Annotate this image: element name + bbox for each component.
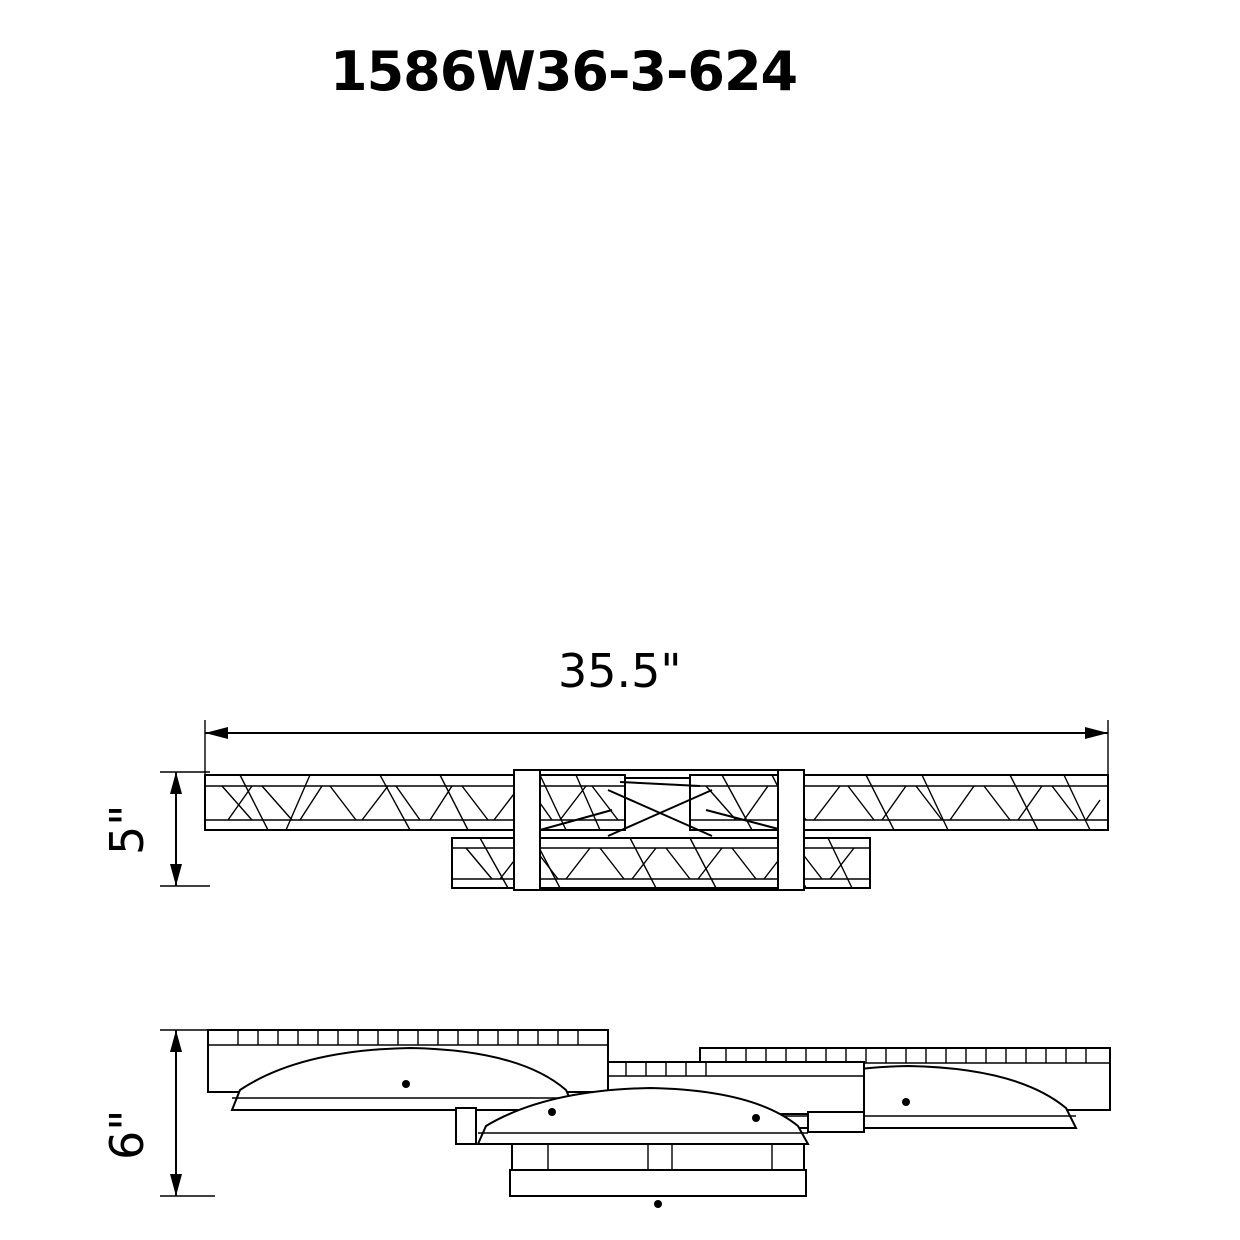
arrow-up-icon — [170, 772, 182, 794]
arrow-left-icon — [205, 727, 228, 739]
side-height-dimension-label: 6" — [100, 1109, 154, 1160]
side-height-dimension-line — [160, 1030, 215, 1196]
front-elevation-view — [205, 770, 1108, 890]
side-elevation-view — [208, 1030, 1110, 1208]
width-dimension-label: 35.5" — [558, 644, 682, 698]
page-title: 1586W36-3-624 — [330, 40, 798, 103]
front-height-dimension-label: 5" — [100, 804, 154, 855]
arrow-up-icon — [170, 1030, 182, 1052]
arrow-down-icon — [170, 1174, 182, 1196]
arrow-right-icon — [1085, 727, 1108, 739]
front-height-dimension-line — [160, 772, 210, 886]
arrow-down-icon — [170, 864, 182, 886]
